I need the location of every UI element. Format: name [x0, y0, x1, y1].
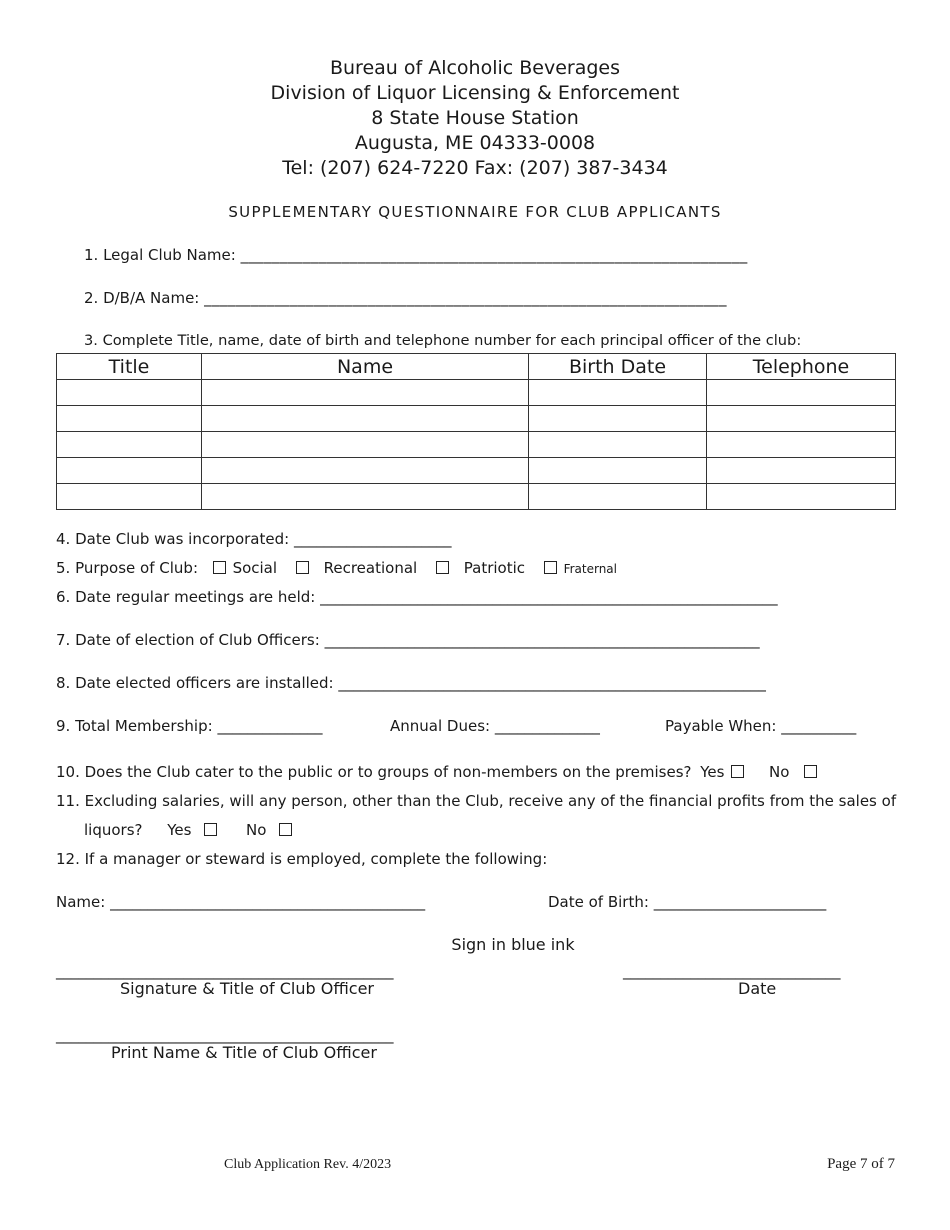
question-4 [56, 530, 451, 548]
division-name: Division of Liquor Licensing & Enforcement [270, 82, 680, 104]
telephone-cell[interactable] [707, 484, 896, 510]
column-header-birth-date: Birth Date [529, 354, 707, 380]
table-row [57, 484, 896, 510]
question-11-continued [84, 821, 294, 839]
date-line[interactable]: _____________________________ [623, 962, 841, 980]
revision-note: Club Application Rev. 4/2023 [224, 1157, 392, 1172]
telephone-cell[interactable] [707, 380, 896, 406]
signature-line[interactable]: _____________________________________________ [56, 962, 394, 980]
public-catering-no-checkbox[interactable] [804, 765, 817, 778]
public-catering-no-label: No [769, 763, 790, 781]
manager-name-field[interactable]: __________________________________________ [110, 893, 426, 911]
birth-date-cell[interactable] [529, 484, 707, 510]
question-5 [56, 559, 617, 577]
form-title: SUPPLEMENTARY QUESTIONNAIRE FOR CLUB APPLICANTS [228, 203, 722, 221]
social-option-label: Social [232, 559, 278, 577]
fraternal-checkbox[interactable] [544, 561, 557, 574]
table-row [57, 380, 896, 406]
agency-name: Bureau of Alcoholic Beverages [329, 57, 621, 79]
meeting-date-field[interactable]: _____________________________________________________________ [320, 588, 778, 606]
phone-fax: Tel: (207) 624-7220 Fax: (207) 387-3434 [282, 157, 668, 179]
payable-when-label: Payable When: [665, 717, 777, 735]
annual-dues-label: Annual Dues: [390, 717, 491, 735]
title-cell[interactable] [57, 380, 202, 406]
question-2 [84, 289, 727, 307]
name-cell[interactable] [202, 406, 529, 432]
public-catering-label: 10. Does the Club cater to the public or to groups of non-members on the premises? [56, 763, 692, 781]
fraternal-option-label: Fraternal [563, 562, 617, 576]
signature-label: Signature & Title of Club Officer [120, 979, 374, 998]
column-header-title: Title [57, 354, 202, 380]
manager-dob-label: Date of Birth: [548, 893, 649, 911]
installation-date-label: 8. Date elected officers are installed: [56, 674, 334, 692]
purpose-label: 5. Purpose of Club: [56, 559, 198, 577]
public-catering-yes-checkbox[interactable] [731, 765, 744, 778]
question-9 [56, 717, 322, 735]
name-cell[interactable] [202, 484, 529, 510]
question-12: 12. If a manager or steward is employed, complete the following: [56, 850, 548, 868]
legal-club-name-field[interactable]: _________________________________________________________________ [240, 246, 748, 264]
table-header-row [57, 354, 896, 380]
telephone-cell[interactable] [707, 406, 896, 432]
question-8 [56, 674, 766, 692]
legal-club-name-label: 1. Legal Club Name: [84, 246, 236, 264]
installation-date-field[interactable]: _________________________________________________________ [338, 674, 766, 692]
payable-when-field[interactable]: __________ [781, 717, 857, 735]
telephone-cell[interactable] [707, 432, 896, 458]
question-3: 3. Complete Title, name, date of birth and telephone number for each principal officer of the club: [84, 332, 802, 349]
election-date-field[interactable]: __________________________________________________________ [324, 631, 760, 649]
sign-instruction: Sign in blue ink [451, 935, 575, 954]
table-row [57, 432, 896, 458]
profits-no-checkbox[interactable] [279, 823, 292, 836]
page-number: Page 7 of 7 [827, 1156, 895, 1172]
name-cell[interactable] [202, 432, 529, 458]
question-11: 11. Excluding salaries, will any person, other than the Club, receive any of the financial profits from the sales of [56, 792, 897, 810]
address-line: 8 State House Station [371, 107, 579, 129]
column-header-name: Name [202, 354, 529, 380]
annual-dues [390, 717, 600, 735]
question-7 [56, 631, 760, 649]
annual-dues-field[interactable]: ______________ [494, 717, 600, 735]
birth-date-cell[interactable] [529, 458, 707, 484]
incorporation-date-label: 4. Date Club was incorporated: [56, 530, 290, 548]
print-name-label: Print Name & Title of Club Officer [111, 1043, 377, 1062]
print-name-line[interactable]: _____________________________________________ [56, 1026, 394, 1044]
title-cell[interactable] [57, 458, 202, 484]
manager-dob [548, 893, 826, 911]
total-membership-field[interactable]: ______________ [217, 717, 323, 735]
manager-name [56, 893, 425, 911]
name-cell[interactable] [202, 458, 529, 484]
column-header-telephone: Telephone [707, 354, 896, 380]
question-10 [56, 763, 819, 781]
title-cell[interactable] [57, 484, 202, 510]
meeting-date-label: 6. Date regular meetings are held: [56, 588, 316, 606]
table-row [57, 458, 896, 484]
birth-date-cell[interactable] [529, 406, 707, 432]
recreational-option-label: Recreational [323, 559, 418, 577]
manager-dob-field[interactable]: _______________________ [653, 893, 827, 911]
telephone-cell[interactable] [707, 458, 896, 484]
patriotic-option-label: Patriotic [463, 559, 526, 577]
name-cell[interactable] [202, 380, 529, 406]
table-row [57, 406, 896, 432]
title-cell[interactable] [57, 432, 202, 458]
city-state-zip: Augusta, ME 04333-0008 [354, 132, 596, 154]
profits-yes-label: Yes [167, 821, 192, 839]
birth-date-cell[interactable] [529, 432, 707, 458]
incorporation-date-field[interactable]: _____________________ [293, 530, 452, 548]
profits-liquors-label: liquors? [84, 821, 143, 839]
title-cell[interactable] [57, 406, 202, 432]
recreational-checkbox[interactable] [296, 561, 309, 574]
payable-when [665, 717, 856, 735]
election-date-label: 7. Date of election of Club Officers: [56, 631, 320, 649]
manager-name-label: Name: [56, 893, 106, 911]
birth-date-cell[interactable] [529, 380, 707, 406]
date-label: Date [738, 979, 777, 998]
profits-yes-checkbox[interactable] [204, 823, 217, 836]
question-6 [56, 588, 778, 606]
dba-name-label: 2. D/B/A Name: [84, 289, 200, 307]
social-checkbox[interactable] [213, 561, 226, 574]
question-1 [84, 246, 748, 264]
total-membership-label: 9. Total Membership: [56, 717, 213, 735]
dba-name-field[interactable]: ___________________________________________________________________ [204, 289, 727, 307]
officers-table [56, 353, 896, 510]
patriotic-checkbox[interactable] [436, 561, 449, 574]
profits-no-label: No [246, 821, 267, 839]
public-catering-yes-label: Yes [700, 763, 725, 781]
